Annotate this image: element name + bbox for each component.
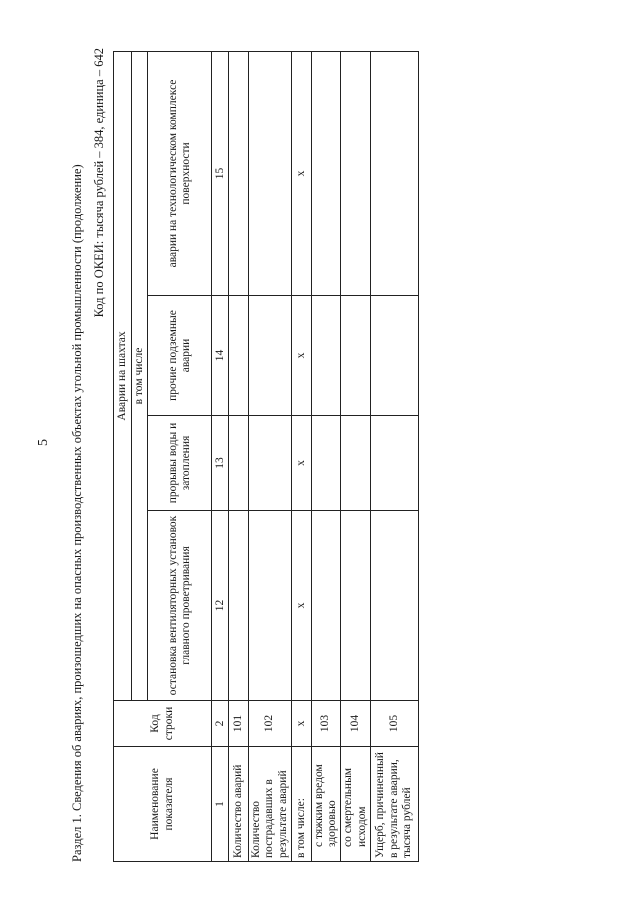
row-code: 102 [249,701,292,747]
col-number: 13 [212,416,229,511]
data-cell[interactable] [229,511,249,701]
col-number: 1 [212,747,229,862]
row-code: 101 [229,701,249,747]
table-row [311,51,340,861]
row-name: со смертельным исходом [341,747,370,862]
data-cell[interactable] [370,51,418,295]
row-code: 105 [370,701,418,747]
rotated-form [70,42,630,862]
data-cell[interactable] [370,511,418,701]
numbering-row [212,51,229,861]
data-cell[interactable] [311,51,340,295]
data-cell[interactable] [229,296,249,416]
row-code: 104 [341,701,370,747]
table-row [370,51,418,861]
data-cell[interactable] [341,511,370,701]
col-number: 15 [212,51,229,295]
section-title: Раздел 1. Сведения об авариях, произошедших на опасных производственных объектах угольной промышленности (продолжение) [70,164,84,862]
row-name: с тяжким вредом здоровью [311,747,340,862]
data-cell[interactable] [249,51,292,295]
row-code: 103 [311,701,340,747]
table-row [341,51,370,861]
row-name: Ущерб, причиненный в результате аварии, тысяча рублей [370,747,418,862]
row-code: x [291,701,311,747]
row-name: в том числе: [291,747,311,862]
table-row [291,51,311,861]
accident-table [113,51,419,862]
data-cell: x [291,416,311,511]
header-col-14: прочие подземные аварии [148,296,212,416]
header-mine-accidents: Аварии на шахтах [114,51,132,700]
data-cell[interactable] [341,296,370,416]
col-number: 14 [212,296,229,416]
data-cell[interactable] [370,296,418,416]
page-number: 5 [36,439,51,446]
data-cell[interactable] [370,416,418,511]
data-cell[interactable] [229,416,249,511]
data-cell[interactable] [249,416,292,511]
data-cell[interactable] [311,511,340,701]
header-row-code: Код строки [114,701,212,747]
header-col-12: остановка вентиляторных установок главного проветривания [148,511,212,701]
table-row [249,51,292,861]
header-indicator-name: Наименование показателя [114,747,212,862]
data-cell[interactable] [341,416,370,511]
data-cell[interactable] [341,51,370,295]
data-cell[interactable] [229,51,249,295]
col-number: 12 [212,511,229,701]
row-name: Количество аварий [229,747,249,862]
header-col-13: прорывы воды и затопления [148,416,212,511]
row-name: Количество пострадавших в результате аварий [249,747,292,862]
col-number: 2 [212,701,229,747]
table-row [229,51,249,861]
data-cell[interactable] [311,296,340,416]
okei-line: Код по ОКЕИ: тысяча рублей – 384, единица – 642 [92,48,106,318]
data-cell[interactable] [249,296,292,416]
header-col-15: аварии на технологическом комплексе поверхности [148,51,212,295]
data-cell[interactable] [311,416,340,511]
header-including: в том числе [132,51,148,700]
data-cell[interactable] [249,511,292,701]
data-cell: x [291,51,311,295]
data-cell: x [291,511,311,701]
data-cell: x [291,296,311,416]
